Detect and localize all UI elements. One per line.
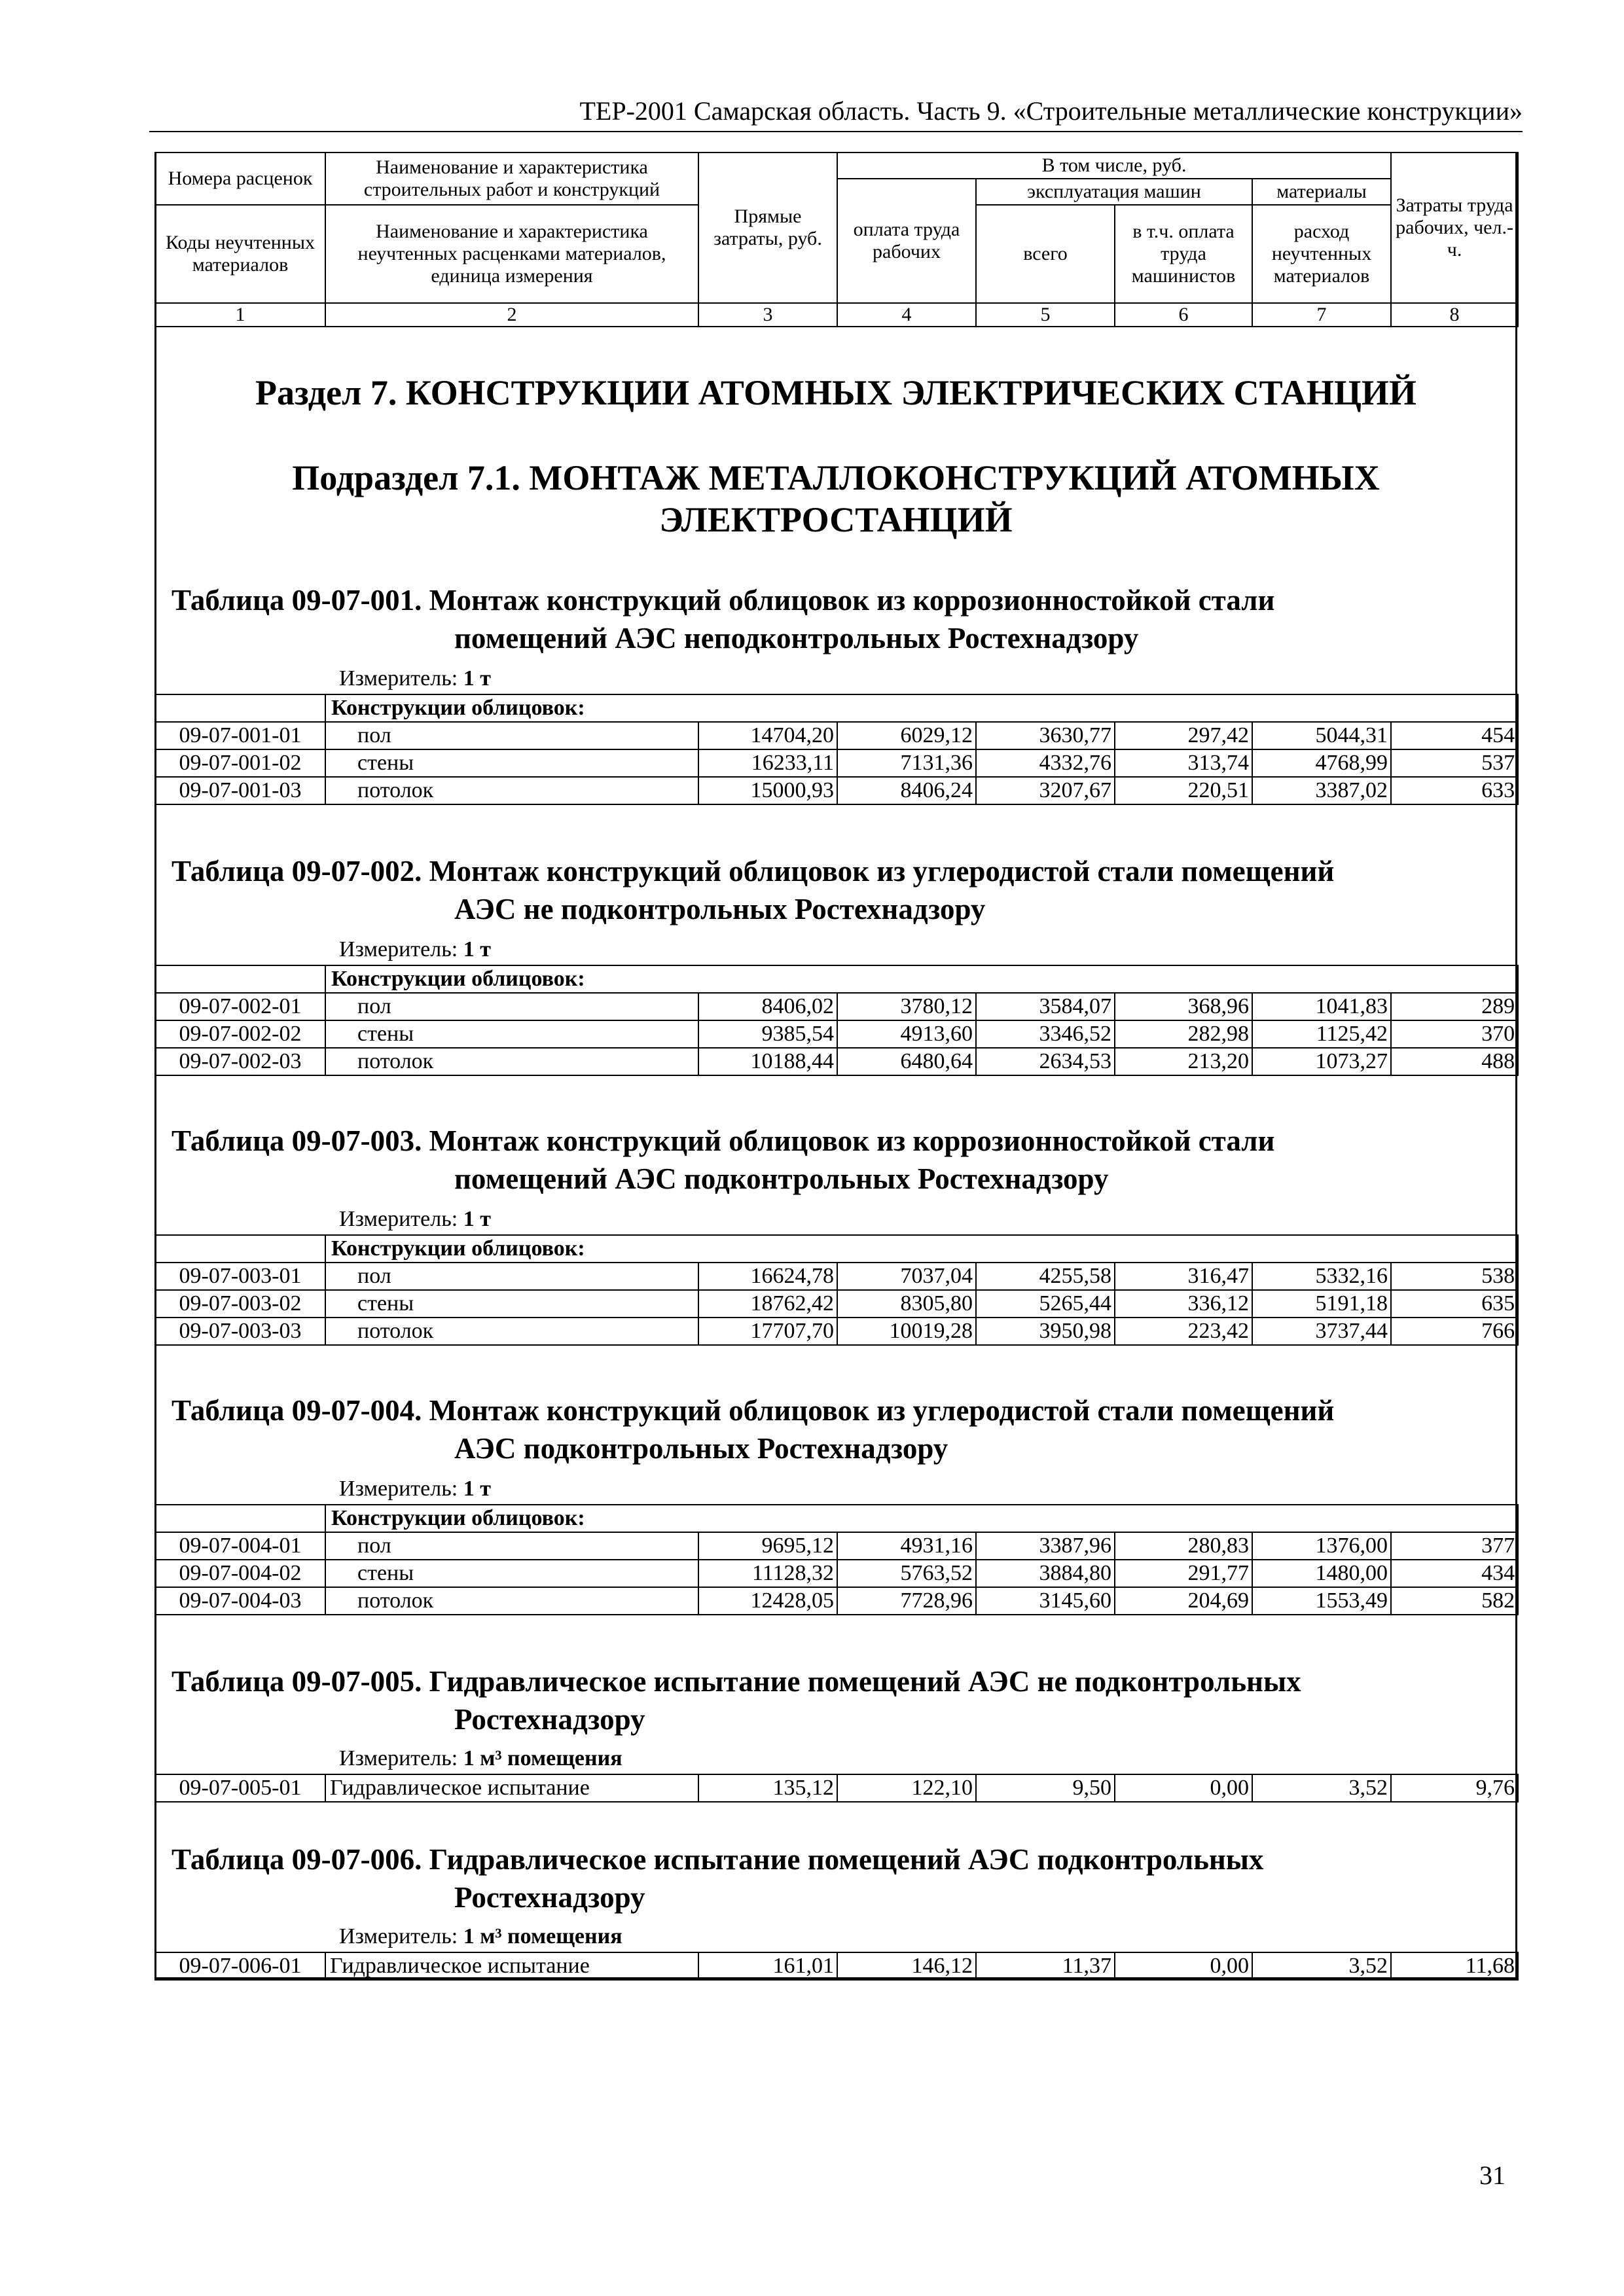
work-name: Гидравлическое испытание xyxy=(325,1952,698,1980)
rate-code: 09-07-001-02 xyxy=(155,749,325,777)
page-number: 31 xyxy=(1479,2161,1506,2190)
materials-cost: 5191,18 xyxy=(1252,1290,1391,1318)
materials-cost: 1480,00 xyxy=(1252,1560,1391,1587)
col8-header: Затраты труда рабочих, чел.-ч. xyxy=(1391,152,1518,303)
table-row xyxy=(155,1318,1518,1345)
labor-pay: 3780,12 xyxy=(837,993,976,1020)
labor-hours: 766 xyxy=(1391,1318,1518,1345)
col2-top-header: Наименование и характеристика строительных работ и конструкций xyxy=(325,152,698,205)
col-number: 3 xyxy=(698,303,837,327)
labor-pay: 6029,12 xyxy=(837,722,976,749)
machinists-pay: 204,69 xyxy=(1115,1587,1252,1615)
direct-cost: 135,12 xyxy=(698,1774,837,1802)
table-row xyxy=(155,1263,1518,1290)
machines-header: эксплуатация машин xyxy=(976,179,1252,205)
machinists-pay: 313,74 xyxy=(1115,749,1252,777)
col6-header: в т.ч. оплата труда машинистов xyxy=(1115,205,1252,303)
group-label: Конструкции облицовок: xyxy=(325,965,1518,993)
labor-hours: 582 xyxy=(1391,1587,1518,1615)
labor-hours: 633 xyxy=(1391,777,1518,804)
labor-pay: 122,10 xyxy=(837,1774,976,1802)
meter xyxy=(339,1475,491,1503)
labor-hours: 635 xyxy=(1391,1290,1518,1318)
machines-total: 3207,67 xyxy=(976,777,1115,804)
table-title-line1: Таблица 09-07-003. Монтаж конструкций облицовок из коррозионностойкой стали xyxy=(171,1124,1275,1157)
labor-pay: 146,12 xyxy=(837,1952,976,1980)
work-name: пол xyxy=(325,993,698,1020)
rate-code: 09-07-004-03 xyxy=(155,1587,325,1615)
direct-cost: 16233,11 xyxy=(698,749,837,777)
meter-label: Измеритель: xyxy=(339,937,458,961)
machines-total: 3387,96 xyxy=(976,1532,1115,1560)
table-title-line1: Таблица 09-07-005. Гидравлическое испытание помещений АЭС не подконтрольных xyxy=(171,1665,1301,1698)
machines-total: 3346,52 xyxy=(976,1020,1115,1048)
rates-table xyxy=(154,1774,1519,1803)
meter-unit: 1 т xyxy=(463,666,491,691)
rate-code: 09-07-001-03 xyxy=(155,777,325,804)
col2-bottom-header: Наименование и характеристика неучтенных расценками материалов, единица измерения xyxy=(325,205,698,303)
materials-cost: 3,52 xyxy=(1252,1952,1391,1980)
meter xyxy=(339,665,491,692)
meter-label: Измеритель: xyxy=(339,1477,458,1501)
direct-cost: 17707,70 xyxy=(698,1318,837,1345)
table-row xyxy=(155,1774,1518,1802)
table-title-line2: АЭС не подконтрольных Ростехнадзору xyxy=(454,893,986,925)
machinists-pay: 223,42 xyxy=(1115,1318,1252,1345)
work-name: потолок xyxy=(325,1587,698,1615)
meter-unit: 1 т xyxy=(463,1477,491,1501)
table-title xyxy=(171,1122,1507,1198)
machines-total: 3950,98 xyxy=(976,1318,1115,1345)
col-number: 8 xyxy=(1391,303,1518,327)
work-name: пол xyxy=(325,722,698,749)
machinists-pay: 291,77 xyxy=(1115,1560,1252,1587)
subsection-title-line1: Подраздел 7.1. МОНТАЖ МЕТАЛЛОКОНСТРУКЦИЙ АТОМНЫХ xyxy=(292,458,1380,497)
table-title-line2: помещений АЭС неподконтрольных Ростехнадзору xyxy=(454,622,1139,655)
direct-cost: 9695,12 xyxy=(698,1532,837,1560)
machines-total: 4255,58 xyxy=(976,1263,1115,1290)
labor-pay: 5763,52 xyxy=(837,1560,976,1587)
table-title-line2: помещений АЭС подконтрольных Ростехнадзору xyxy=(454,1162,1109,1195)
machinists-pay: 336,12 xyxy=(1115,1290,1252,1318)
labor-hours: 289 xyxy=(1391,993,1518,1020)
work-name: Гидравлическое испытание xyxy=(325,1774,698,1802)
table-row xyxy=(155,749,1518,777)
rate-code: 09-07-002-01 xyxy=(155,993,325,1020)
col-number: 2 xyxy=(325,303,698,327)
machinists-pay: 0,00 xyxy=(1115,1774,1252,1802)
table-title xyxy=(171,1391,1507,1467)
col5-header: всего xyxy=(976,205,1115,303)
machinists-pay: 297,42 xyxy=(1115,722,1252,749)
table-row xyxy=(155,777,1518,804)
rate-code: 09-07-003-03 xyxy=(155,1318,325,1345)
labor-pay: 4913,60 xyxy=(837,1020,976,1048)
running-header: ТЕР-2001 Самарская область. Часть 9. «Строительные металлические конструкции» xyxy=(149,92,1523,132)
materials-cost: 5044,31 xyxy=(1252,722,1391,749)
table-title xyxy=(171,1662,1507,1738)
meter xyxy=(339,1923,623,1950)
labor-hours: 11,68 xyxy=(1391,1952,1518,1980)
rate-code: 09-07-002-02 xyxy=(155,1020,325,1048)
col1-top-header: Номера расценок xyxy=(155,152,325,205)
machines-total: 5265,44 xyxy=(976,1290,1115,1318)
group-label: Конструкции облицовок: xyxy=(325,1235,1518,1263)
group-label: Конструкции облицовок: xyxy=(325,1505,1518,1532)
labor-pay: 10019,28 xyxy=(837,1318,976,1345)
labor-pay: 7037,04 xyxy=(837,1263,976,1290)
meter xyxy=(339,1206,491,1233)
rates-table xyxy=(154,694,1519,805)
machinists-pay: 213,20 xyxy=(1115,1048,1252,1075)
machinists-pay: 0,00 xyxy=(1115,1952,1252,1980)
column-header-table xyxy=(154,152,1519,327)
rate-code: 09-07-001-01 xyxy=(155,722,325,749)
direct-cost: 10188,44 xyxy=(698,1048,837,1075)
table-title-line1: Таблица 09-07-002. Монтаж конструкций облицовок из углеродистой стали помещений xyxy=(171,855,1335,888)
rate-code: 09-07-004-01 xyxy=(155,1532,325,1560)
materials-cost: 1041,83 xyxy=(1252,993,1391,1020)
materials-cost: 3737,44 xyxy=(1252,1318,1391,1345)
materials-cost: 5332,16 xyxy=(1252,1263,1391,1290)
table-title-line1: Таблица 09-07-001. Монтаж конструкций облицовок из коррозионностойкой стали xyxy=(171,584,1275,617)
table-title xyxy=(171,852,1507,928)
meter xyxy=(339,1745,623,1772)
machines-total: 2634,53 xyxy=(976,1048,1115,1075)
machines-total: 4332,76 xyxy=(976,749,1115,777)
meter-label: Измеритель: xyxy=(339,1924,458,1948)
work-name: стены xyxy=(325,1560,698,1587)
work-name: стены xyxy=(325,749,698,777)
table-title-line2: АЭС подконтрольных Ростехнадзору xyxy=(454,1432,948,1465)
table-row xyxy=(155,993,1518,1020)
materials-header: материалы xyxy=(1252,179,1391,205)
meter-label: Измеритель: xyxy=(339,1746,458,1770)
direct-cost: 15000,93 xyxy=(698,777,837,804)
machinists-pay: 282,98 xyxy=(1115,1020,1252,1048)
labor-hours: 9,76 xyxy=(1391,1774,1518,1802)
rate-code: 09-07-005-01 xyxy=(155,1774,325,1802)
direct-cost: 16624,78 xyxy=(698,1263,837,1290)
labor-hours: 538 xyxy=(1391,1263,1518,1290)
work-name: потолок xyxy=(325,777,698,804)
incl-header: В том числе, руб. xyxy=(837,152,1391,179)
labor-hours: 377 xyxy=(1391,1532,1518,1560)
col-number: 4 xyxy=(837,303,976,327)
meter-label: Измеритель: xyxy=(339,666,458,691)
meter-unit: 1 т xyxy=(463,937,491,961)
group-label: Конструкции облицовок: xyxy=(325,694,1518,722)
direct-cost: 9385,54 xyxy=(698,1020,837,1048)
rate-code: 09-07-006-01 xyxy=(155,1952,325,1980)
subsection-title-line2: ЭЛЕКТРОСТАНЦИЙ xyxy=(659,500,1013,539)
rates-table xyxy=(154,1234,1519,1346)
table-row xyxy=(155,1020,1518,1048)
rates-table xyxy=(154,1952,1519,1981)
materials-cost: 1125,42 xyxy=(1252,1020,1391,1048)
direct-cost: 11128,32 xyxy=(698,1560,837,1587)
direct-cost: 161,01 xyxy=(698,1952,837,1980)
table-title xyxy=(171,1840,1507,1916)
labor-pay: 6480,64 xyxy=(837,1048,976,1075)
col-number: 5 xyxy=(976,303,1115,327)
col3-header: Прямые затраты, руб. xyxy=(698,152,837,303)
labor-hours: 537 xyxy=(1391,749,1518,777)
materials-cost: 4768,99 xyxy=(1252,749,1391,777)
machines-total: 9,50 xyxy=(976,1774,1115,1802)
labor-hours: 488 xyxy=(1391,1048,1518,1075)
machinists-pay: 316,47 xyxy=(1115,1263,1252,1290)
rate-code: 09-07-004-02 xyxy=(155,1560,325,1587)
machinists-pay: 220,51 xyxy=(1115,777,1252,804)
machinists-pay: 280,83 xyxy=(1115,1532,1252,1560)
table-row xyxy=(155,1048,1518,1075)
machines-total: 3884,80 xyxy=(976,1560,1115,1587)
meter-label: Измеритель: xyxy=(339,1207,458,1231)
col4-header: оплата труда рабочих xyxy=(837,179,976,303)
labor-pay: 7131,36 xyxy=(837,749,976,777)
labor-pay: 4931,16 xyxy=(837,1532,976,1560)
materials-cost: 3387,02 xyxy=(1252,777,1391,804)
table-title-line2: Ростехнадзору xyxy=(454,1881,645,1914)
work-name: потолок xyxy=(325,1048,698,1075)
table-row xyxy=(155,1532,1518,1560)
labor-hours: 434 xyxy=(1391,1560,1518,1587)
work-name: стены xyxy=(325,1020,698,1048)
table-row xyxy=(155,1952,1518,1980)
work-name: стены xyxy=(325,1290,698,1318)
rates-table xyxy=(154,965,1519,1076)
materials-cost: 1553,49 xyxy=(1252,1587,1391,1615)
direct-cost: 8406,02 xyxy=(698,993,837,1020)
col7-header: расход неучтенных материалов xyxy=(1252,205,1391,303)
table-row xyxy=(155,1290,1518,1318)
rate-code: 09-07-003-01 xyxy=(155,1263,325,1290)
work-name: потолок xyxy=(325,1318,698,1345)
materials-cost: 1073,27 xyxy=(1252,1048,1391,1075)
labor-pay: 7728,96 xyxy=(837,1587,976,1615)
table-title-line1: Таблица 09-07-006. Гидравлическое испытание помещений АЭС подконтрольных xyxy=(171,1843,1264,1876)
labor-pay: 8305,80 xyxy=(837,1290,976,1318)
table-title xyxy=(171,581,1507,657)
col-number: 6 xyxy=(1115,303,1252,327)
meter-unit: 1 м³ помещения xyxy=(463,1924,623,1948)
table-title-line2: Ростехнадзору xyxy=(454,1703,645,1736)
rates-table xyxy=(154,1504,1519,1615)
materials-cost: 1376,00 xyxy=(1252,1532,1391,1560)
machines-total: 11,37 xyxy=(976,1952,1115,1980)
col-number: 7 xyxy=(1252,303,1391,327)
labor-hours: 454 xyxy=(1391,722,1518,749)
section-title: Раздел 7. КОНСТРУКЦИИ АТОМНЫХ ЭЛЕКТРИЧЕСКИХ СТАНЦИЙ xyxy=(255,373,1416,412)
col1-bottom-header: Коды неучтенных материалов xyxy=(155,205,325,303)
labor-hours: 370 xyxy=(1391,1020,1518,1048)
machinists-pay: 368,96 xyxy=(1115,993,1252,1020)
work-name: пол xyxy=(325,1532,698,1560)
direct-cost: 18762,42 xyxy=(698,1290,837,1318)
meter-unit: 1 т xyxy=(463,1207,491,1231)
machines-total: 3630,77 xyxy=(976,722,1115,749)
labor-pay: 8406,24 xyxy=(837,777,976,804)
rate-code: 09-07-002-03 xyxy=(155,1048,325,1075)
direct-cost: 12428,05 xyxy=(698,1587,837,1615)
machines-total: 3584,07 xyxy=(976,993,1115,1020)
meter-unit: 1 м³ помещения xyxy=(463,1746,623,1770)
work-name: пол xyxy=(325,1263,698,1290)
meter xyxy=(339,936,491,963)
direct-cost: 14704,20 xyxy=(698,722,837,749)
materials-cost: 3,52 xyxy=(1252,1774,1391,1802)
table-row xyxy=(155,722,1518,749)
table-row xyxy=(155,1560,1518,1587)
table-row xyxy=(155,1587,1518,1615)
col-number: 1 xyxy=(155,303,325,327)
rate-code: 09-07-003-02 xyxy=(155,1290,325,1318)
table-title-line1: Таблица 09-07-004. Монтаж конструкций облицовок из углеродистой стали помещений xyxy=(171,1394,1335,1427)
machines-total: 3145,60 xyxy=(976,1587,1115,1615)
